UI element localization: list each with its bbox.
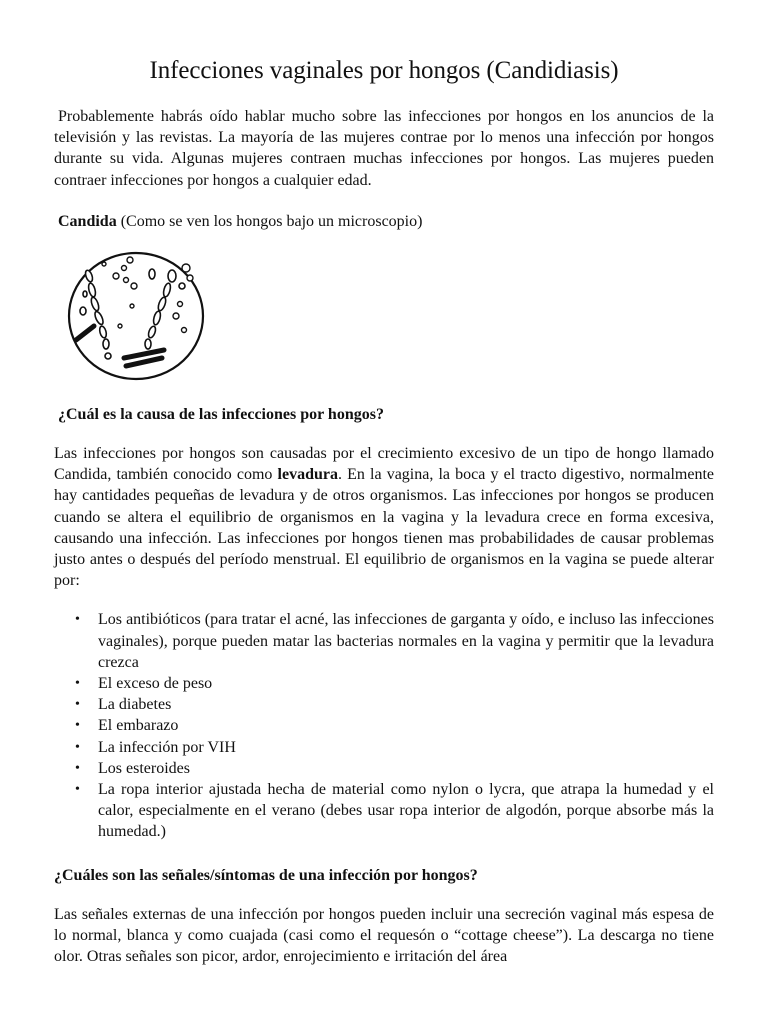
microscope-candida-illustration [64,246,216,382]
section2-heading: ¿Cuáles son las señales/síntomas de una infección por hongos? [54,866,478,884]
list-item [75,694,714,715]
section2-paragraph: Las señales externas de una infección por hongos pueden incluir una secreción vaginal más espesa de lo normal, blanca y como cuajada (casi como el requesón o “cottage cheese”). La descarga no tiene olor. Otras señales son picor, ardor, enrojecimiento e irritación del área [54,905,714,966]
intro-paragraph: Probablemente habrás oído hablar mucho sobre las infecciones por hongos en los anuncios de la televisión y las revistas. La mayoría de las mujeres contrae por lo menos una infección por hongos durante su vida. Algunas mujeres contraen muchas infecciones por hongos. Las mujeres pueden contraer infecciones por hongos a cualquier edad. [54,108,714,189]
list-item [75,673,714,694]
section1-text-bold: levadura [277,466,338,484]
bullet-icon: • [75,697,80,713]
bullet-icon: • [75,718,80,734]
list-item-text: Los antibióticos (para tratar el acné, las infecciones de garganta y oído, e incluso las infecciones vaginales), porque pueden matar las bacterias normales en la vagina y permitir que la levadura crezca [98,611,714,671]
list-item-text: La diabetes [98,696,172,714]
page-title: Infecciones vaginales por hongos (Candidiasis) [149,57,619,84]
causes-list [54,609,714,842]
list-item [75,737,714,758]
list-item [75,758,714,779]
section1-text-part2: . En la vagina, la boca y el tracto digestivo, normalmente hay cantidades pequeñas de levadura y de otros organismos. Las infecciones por hongos se producen cuando se altera el equilibrio de organismos en la vagina y la levadura crece en forma excesiva, causando una infección. Las infecciones por hongos tienen mas probabilidades de causar problemas justo antes o después del período menstrual. El equilibrio de organismos en la vagina se puede alterar por: [54,466,714,590]
list-item-text: La ropa interior ajustada hecha de material como nylon o lycra, que atrapa la humedad y el calor, especialmente en el verano (debes usar ropa interior de algodón, porque absorbe más la humedad.) [98,781,714,841]
section1-heading: ¿Cuál es la causa de las infecciones por hongos? [58,406,384,424]
figure-caption [54,211,714,232]
list-item-text: El embarazo [98,717,179,735]
bullet-icon: • [75,739,80,755]
bullet-icon: • [75,676,80,692]
bullet-icon: • [75,782,80,798]
list-item-text: Los esteroides [98,759,190,777]
section1-paragraph [54,443,714,591]
figure-caption-bold: Candida [58,212,117,230]
list-item [75,715,714,736]
list-item-text: El exceso de peso [98,675,213,693]
list-item-text: La infección por VIH [98,738,236,756]
list-item [75,609,714,673]
bullet-icon: • [75,760,80,776]
microscope-candida-icon [64,246,216,382]
figure-caption-text: (Como se ven los hongos bajo un microscopio) [116,212,423,230]
section1-text-part1: Las infecciones por hongos son causadas por el crecimiento excesivo de un tipo de hongo llamado Candida, también conocido como [54,445,714,484]
bullet-icon: • [75,612,80,628]
list-item [75,779,714,843]
